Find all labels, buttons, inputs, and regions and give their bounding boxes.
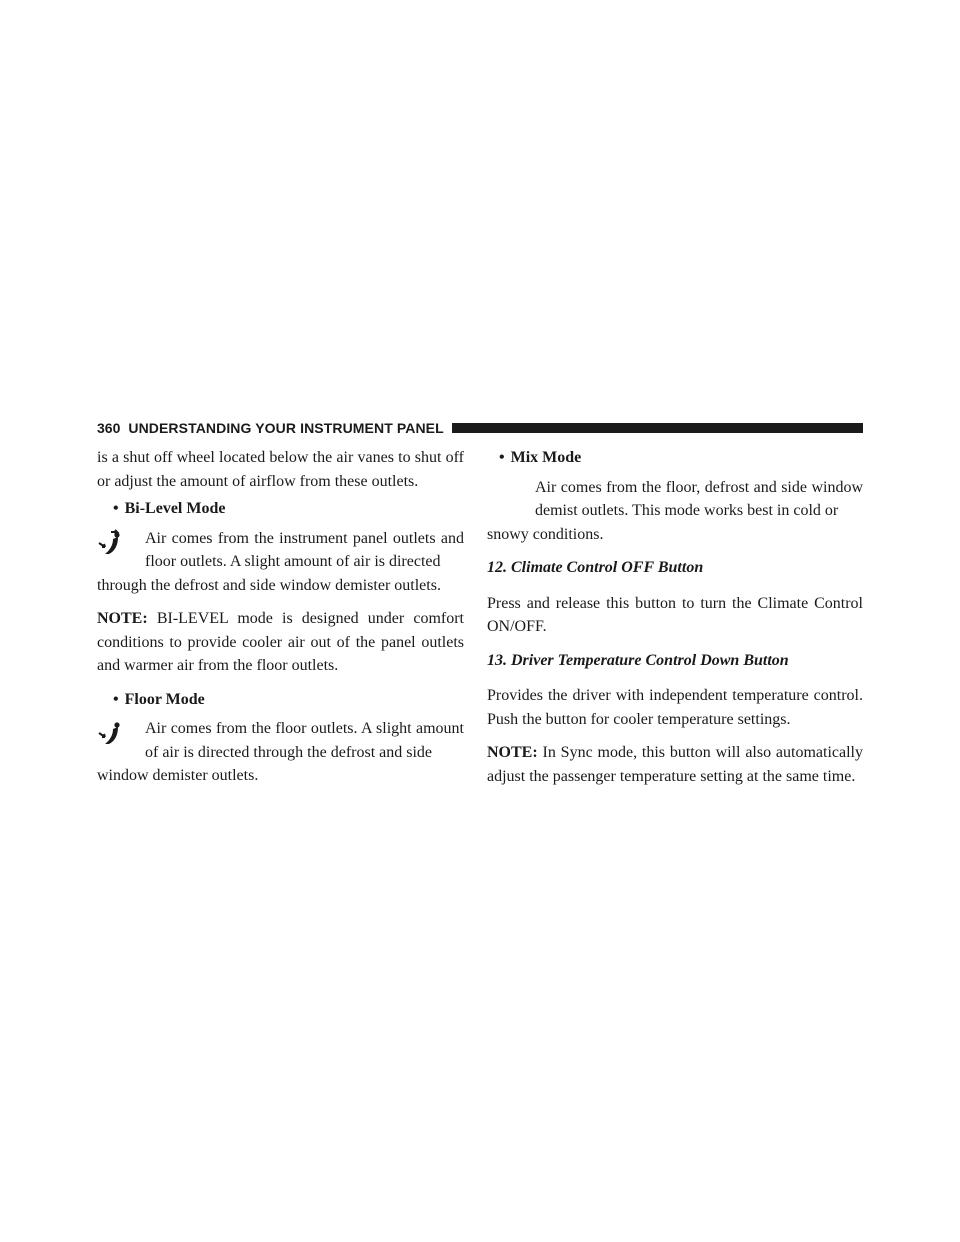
bi-level-description <box>97 527 464 598</box>
floor-description <box>97 717 464 788</box>
header-rule <box>452 423 863 433</box>
bullet-label: Floor Mode <box>124 690 205 708</box>
note-label: NOTE: <box>487 744 538 761</box>
note-text: BI-LEVEL mode is designed under comfort conditions to provide cooler air out of the panel outlets and warmer air from the floor outlets. <box>97 610 465 674</box>
note-paragraph <box>487 741 863 788</box>
item-12-heading: 12. Climate Control OFF Button <box>487 559 704 576</box>
bullet-mix-mode <box>487 446 863 470</box>
bullet-label: Bi-Level Mode <box>124 500 226 517</box>
bullet-dot: • <box>113 690 119 708</box>
note-paragraph <box>97 607 464 678</box>
bullet-label: Mix Mode <box>510 449 582 466</box>
item-13-heading: 13. Driver Temperature Control Down Button <box>487 651 789 669</box>
bullet-dot: • <box>499 449 505 466</box>
mix-text-continued: snowy conditions. <box>487 525 604 543</box>
floor-mode-icon <box>97 719 125 747</box>
page-header <box>97 418 863 438</box>
bi-level-text-indented: Air comes from the instrument panel outlets and floor outlets. A slight amount of air is directed <box>145 529 464 570</box>
mix-text-indented: Air comes from the floor, defrost and side window demist outlets. This mode works best in cold or <box>535 478 863 519</box>
page-number: 360 <box>97 420 121 436</box>
intro-paragraph: is a shut off wheel located below the air vanes to shut off or adjust the amount of airflow from these outlets. <box>97 449 464 490</box>
floor-text-indented: Air comes from the floor outlets. A slight amount of air is directed through the defrost and side <box>145 720 464 761</box>
note-label: NOTE: <box>97 610 148 627</box>
item-13-text: Provides the driver with independent temperature control. Push the button for cooler temperature settings. <box>487 687 863 728</box>
bullet-dot: • <box>113 500 119 517</box>
bullet-bi-level-mode <box>97 497 464 521</box>
bi-level-text-continued: through the defrost and side window demister outlets. <box>97 576 441 594</box>
floor-text-continued: window demister outlets. <box>97 767 259 784</box>
left-column <box>97 446 464 798</box>
right-column <box>487 446 863 798</box>
section-title: UNDERSTANDING YOUR INSTRUMENT PANEL <box>128 420 444 436</box>
item-12-text: Press and release this button to turn the Climate Control ON/OFF. <box>487 594 863 635</box>
mix-description <box>487 476 863 547</box>
note-text: In Sync mode, this button will also automatically adjust the passenger temperature setting at the same time. <box>487 744 864 785</box>
bullet-floor-mode <box>97 688 464 712</box>
bi-level-mode-icon <box>97 529 125 557</box>
